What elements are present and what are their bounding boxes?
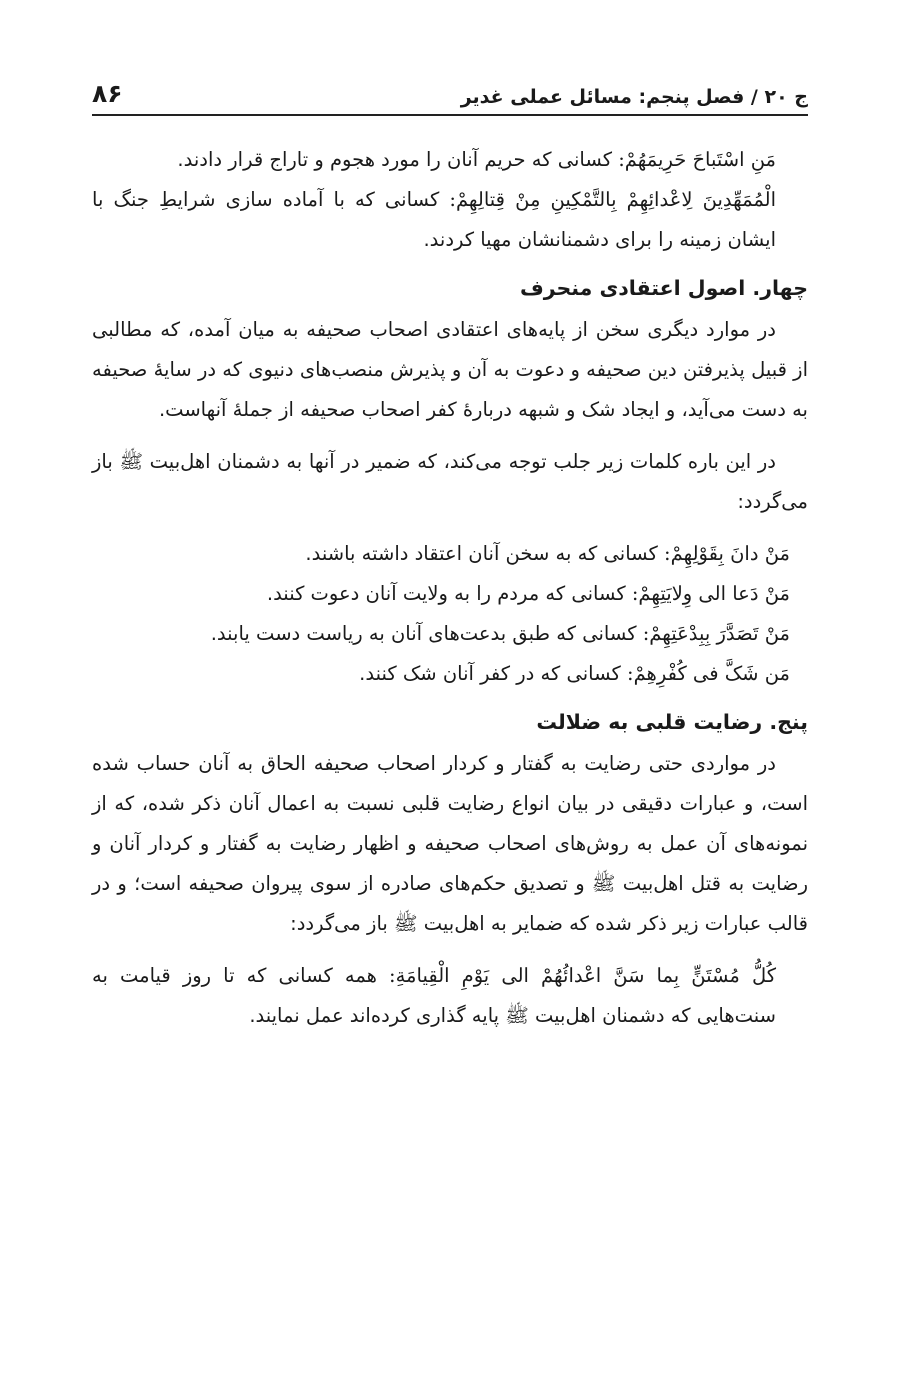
arabic-term: مَنْ دَعا الی وِلایَتِهِمْ: (631, 582, 790, 605)
definition-text: کسانی که حریم آنان را مورد هجوم و تاراج قرار دادند. (177, 148, 619, 171)
definition-item (92, 614, 790, 654)
section-heading: چهار. اصول اعتقادی منحرف (519, 276, 808, 300)
arabic-term: مَن شَکَّ فی کُفْرِهِمْ: (627, 662, 790, 685)
definition-item (92, 956, 808, 1036)
section-heading: پنج. رضایت قلبی به ضلالت (536, 710, 808, 734)
definition-text: کسانی که مردم را به ولایت آنان دعوت کنند. (266, 582, 632, 605)
definition-text: کسانی که طبق بدعت‌های آنان به ریاست دست یابند. (210, 622, 643, 645)
body-paragraph: در موارد دیگری سخن از پایه‌های اعتقادی اصحاب صحیفه به میان آمده، که مطالبی از قبیل پذیرفتن دین صحیفه و دعوت به آن و پذیرش منصب‌های دنیوی که در سایهٔ صحیفه به دست می‌آید، و ایجاد شک و شبهه دربارهٔ کفر اصحاب صحیفه از جملهٔ آنهاست. (92, 318, 808, 421)
definition-text: کسانی که در کفر آنان شک کنند. (359, 662, 627, 685)
arabic-term: مَنِ اسْتَباحَ حَرِيمَهُمْ: (618, 148, 776, 171)
body-paragraph: در این باره کلمات زیر جلب توجه می‌کند، که ضمیر در آنها به دشمنان اهل‌بیت ﷺ باز می‌گردد: (92, 450, 808, 513)
definition-text: همه کسانی که تا روز قیامت به سنت‌هایی که دشمنان اهل‌بیت ﷺ پایه گذاری کرده‌اند عمل نمایند. (92, 964, 776, 1027)
body-paragraph: در مواردی حتی رضایت به گفتار و کردار اصحاب صحیفه الحاق به آنان حساب شده است، و عبارات دقیقی در بیان انواع رضایت قلبی نسبت به اعمال آنان ذکر شده، که از نمونه‌های آن عمل به روش‌های اصحاب صحیفه و اظهار رضایت به گفتار و کردار آنان و رضایت به قتل اهل‌بیت ﷺ و تصدیق حکم‌های صادره از سوی پیروان صحیفه است؛ و در قالب عبارات زیر ذکر شده که ضمایر به اهل‌بیت ﷺ باز می‌گردد: (92, 752, 808, 935)
arabic-term: کُلُّ مُسْتَنٍّ بِما سَنَّ اعْدائُهُمْ الی یَوْمِ الْقِیامَةِ: (389, 964, 777, 987)
arabic-term: مَنْ تَصَدَّرَ بِبِدْعَتِهِمْ: (642, 622, 790, 645)
page-header (92, 72, 808, 116)
definition-item (92, 534, 790, 574)
definition-text: کسانی که به سخن آنان اعتقاد داشته باشند. (305, 542, 665, 565)
definition-item (92, 180, 808, 260)
definition-item (92, 140, 808, 180)
arabic-term: مَنْ دانَ بِقَوْلِهِمْ: (664, 542, 790, 565)
running-title: ج ۲۰ / فصل پنجم: مسائل عملی غدیر (460, 86, 808, 108)
definition-item (92, 654, 790, 694)
definition-item (92, 574, 790, 614)
arabic-term: الْمُمَهِّدِينَ لِاعْدائِهِمْ بِالتَّمْكِينِ مِنْ قِتالِهِمْ: (449, 188, 776, 211)
page-number: ۸۶ (92, 79, 123, 108)
definition-text: کسانی که با آماده سازی شرایطِ جنگ با ایشان زمینه را برای دشمنانشان مهیا کردند. (92, 188, 776, 251)
definition-list (92, 534, 808, 694)
page-content (92, 140, 808, 1036)
